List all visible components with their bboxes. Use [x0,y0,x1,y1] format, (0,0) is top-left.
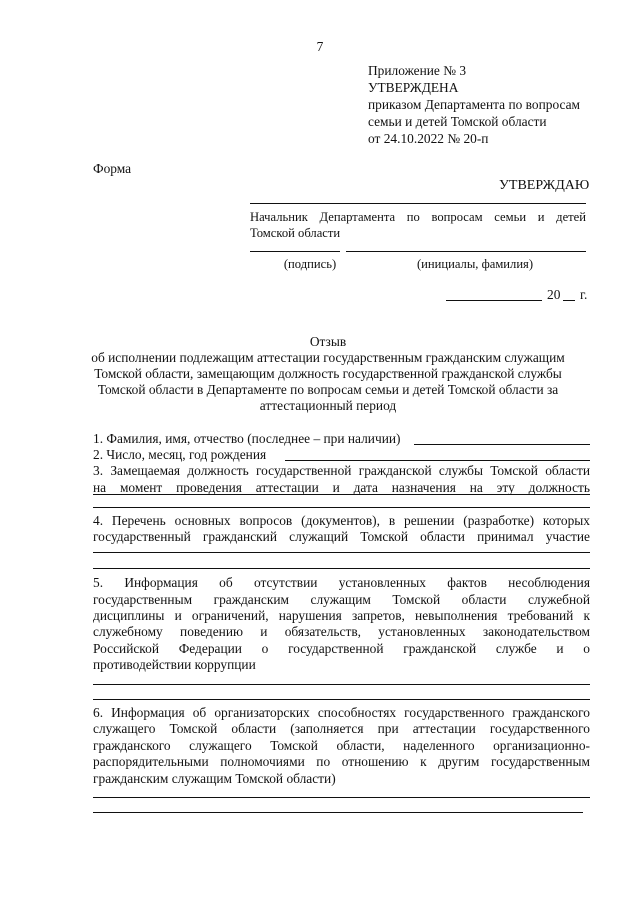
item-6-blank-line-2 [93,812,583,813]
item-4-blank-line-2 [93,568,590,569]
item-5-line-3: дисциплины и ограничений, нарушения запретов, невыполнения требований к [93,608,590,623]
year-suffix: г. [580,287,588,302]
approve-word: УТВЕРЖДАЮ [499,178,590,193]
item-5-line-5: Российской Федерации о государственной гражданской службе и о [93,641,590,656]
year-text: 20 [547,287,561,302]
item-3-line-1: 3. Замещаемая должность государственной гражданской службы Томской области [93,463,590,478]
item-2-line [285,460,590,461]
item-4-line-1: 4. Перечень основных вопросов (документов), в решении (разработке) которых [93,513,590,528]
page-number: 7 [316,39,324,54]
document-title: Отзыв [309,334,347,349]
approved-label: УТВЕРЖДЕНА [368,80,459,95]
title-line-4: аттестационный период [259,398,397,413]
item-4-blank-line-1 [93,552,590,553]
initials-caption: (инициалы, фамилия) [416,257,534,271]
item-5-blank-line-2 [93,699,590,700]
appendix-block [368,62,580,147]
signature-caption: (подпись) [283,257,337,271]
approver-position-2: Томской области [250,226,341,240]
item-5-line-1: 5. Информация об отсутствии установленных фактов несоблюдения [93,575,590,590]
item-5-line-4: служебному поведению и обязательств, установленных законодательством [93,624,590,639]
item-5-blank-line-1 [93,684,590,685]
item-5-line-2: государственным гражданским служащим Томской области служебной [93,592,590,607]
form-label: Форма [93,161,132,176]
title-line-3: Томской области в Департаменте по вопросам семьи и детей Томской области за [97,382,559,397]
item-6-line-3: гражданского служащего Томской области, наделенного организационно- [93,738,590,753]
item-3-blank-line [93,507,590,508]
approver-line [250,203,586,204]
item-6-line-1: 6. Информация об организаторских способностях государственного гражданского [93,705,590,720]
item-4-line-2: государственный гражданский служащий Томской области принимал участие [93,529,590,544]
title-line-1: об исполнении подлежащим аттестации государственным гражданским служащим [91,350,565,365]
approver-position-1: Начальник Департамента по вопросам семьи и детей [250,210,586,224]
initials-line [346,251,586,252]
item-6-line-2: служащего Томской области (заполняется при аттестации государственного [93,721,590,736]
signature-line [250,251,340,252]
item-1-label: 1. Фамилия, имя, отчество (последнее – при наличии) [93,431,401,446]
appendix-number: Приложение № 3 [368,63,467,78]
year-suffix-line [563,300,575,301]
item-2-label: 2. Число, месяц, год рождения [93,447,267,462]
item-3-line-2: на момент проведения аттестации и дата назначения на эту должность [93,480,590,495]
order-text-2: семьи и детей Томской области [368,114,547,129]
item-6-line-5: гражданским служащим Томской области) [93,771,336,786]
item-6-blank-line-1 [93,797,590,798]
item-5-line-6: противодействии коррупции [93,657,256,672]
item-1-line [414,444,590,445]
item-3-line-underline [93,494,590,495]
date-line [446,300,542,301]
title-line-2: Томской области, замещающим должность государственной гражданской службы [94,366,562,381]
order-date: от 24.10.2022 № 20-п [368,131,489,146]
order-text-1: приказом Департамента по вопросам [368,97,581,112]
item-6-line-4: распорядительными полномочиями по отношению к другим государственным [93,754,590,769]
